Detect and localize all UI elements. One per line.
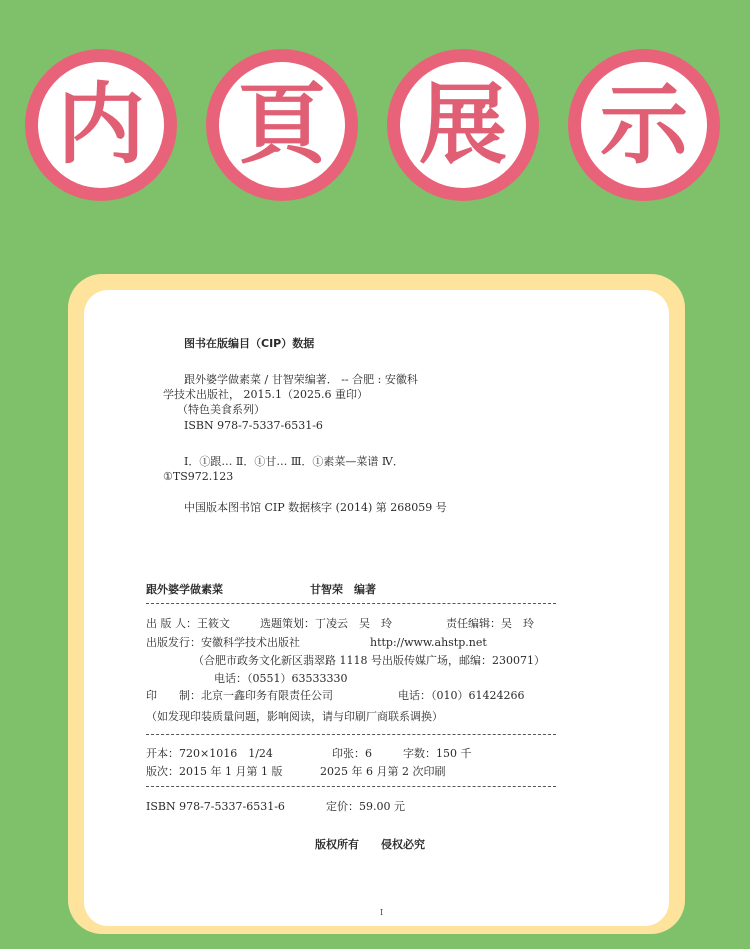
spec-sheets: 印张：6 [332, 747, 372, 760]
editor: 责任编辑：吴 玲 [446, 617, 534, 630]
divider-3 [146, 786, 556, 787]
spec-format: 开本：720×1016 1/24 [146, 747, 273, 760]
spec-words: 字数：150 千 [403, 747, 472, 760]
book-title: 跟外婆学做素菜 [146, 583, 223, 596]
circle-1 [25, 49, 177, 201]
banner-char-3: 展 [418, 73, 507, 176]
banner-char-4: 示 [599, 73, 688, 176]
printer: 印 制：北京一鑫印务有限责任公司 [146, 689, 333, 702]
page-number: I [380, 908, 384, 917]
spec-edition: 版次：2015 年 1 月第 1 版 [146, 765, 283, 778]
planner: 选题策划：丁凌云 吴 玲 [260, 617, 392, 630]
spec-printing: 2025 年 6 月第 2 次印刷 [320, 765, 446, 778]
publisher-address: （合肥市政务文化新区翡翠路 1118 号出版传媒广场，邮编：230071） [193, 654, 545, 667]
printer-phone: 电话：（010）61424266 [398, 689, 525, 702]
cip-heading: 图书在版编目（CIP）数据 [184, 337, 315, 350]
cip-record: 中国版本图书馆 CIP 数据核字 (2014) 第 268059 号 [184, 501, 447, 514]
cip-line-2: 学技术出版社， 2015.1（2025.6 重印） [163, 388, 368, 401]
divider-2 [146, 734, 556, 735]
divider-1 [146, 603, 556, 604]
price: 定价：59.00 元 [326, 800, 405, 813]
cip-line-3: （特色美食系列） [177, 403, 265, 416]
cip-isbn: ISBN 978-7-5337-6531-6 [184, 419, 323, 432]
circle-4 [568, 49, 720, 201]
publisher-url: http://www.ahstp.net [370, 636, 487, 649]
distributor: 出版发行：安徽科学技术出版社 [146, 636, 300, 649]
quality-note: （如发现印装质量问题，影响阅读，请与印刷厂商联系调换） [146, 710, 443, 723]
banner-char-2: 頁 [237, 73, 326, 176]
circle-3 [387, 49, 539, 201]
banner-char-1: 内 [56, 73, 145, 176]
publisher-phone: 电话：（0551）63533330 [214, 672, 348, 685]
circle-2 [206, 49, 358, 201]
cip-class-1: Ⅰ．①跟… Ⅱ．①甘… Ⅲ．①素菜—菜谱 Ⅳ． [184, 455, 404, 468]
publisher-person: 出 版 人：王筱文 [146, 617, 230, 630]
cip-line-1: 跟外婆学做素菜 / 甘智荣编著． -- 合肥 : 安徽科 [184, 373, 418, 386]
cip-class-2: ①TS972.123 [163, 470, 234, 483]
footer-isbn: ISBN 978-7-5337-6531-6 [146, 800, 285, 813]
book-author: 甘智荣 编著 [310, 583, 376, 596]
rights-statement: 版权所有 侵权必究 [315, 838, 425, 851]
